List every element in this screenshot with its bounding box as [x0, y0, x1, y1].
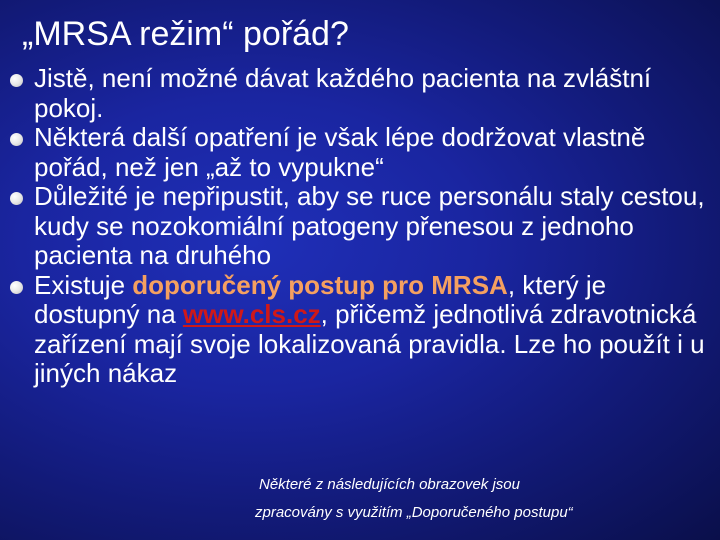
- bullet-dot-icon: [10, 192, 23, 205]
- bullet-list: [8, 64, 708, 389]
- footnote-line: zpracovány s využitím „Doporučeného postupu“: [255, 504, 573, 521]
- bullet-text: Důležité je nepřipustit, aby se ruce personálu staly cestou, kudy se nozokomiální patogeny přenesou z jednoho pacienta na druhého: [34, 181, 705, 270]
- bullet-item: [8, 271, 708, 389]
- bullet-item: [8, 123, 708, 182]
- slide-title: „MRSA režim“ pořád?: [22, 15, 349, 53]
- bullet-text-part: , přičemž jednotlivá zdravotnická zařízení mají svoje lokalizovaná pravidla. Lze ho použít i u jiných nákaz: [34, 299, 705, 388]
- highlighted-text: doporučený postup pro MRSA: [132, 269, 508, 300]
- bullet-text: Jistě, není možné dávat každého pacienta na zvláštní pokoj.: [34, 63, 652, 123]
- bullet-item: [8, 182, 708, 271]
- cls-link[interactable]: www.cls.cz: [182, 299, 321, 329]
- bullet-text: Některá další opatření je však lépe dodržovat vlastně pořád, než jen „až to vypukne“: [34, 122, 646, 182]
- footnote-line: Některé z následujících obrazovek jsou: [259, 476, 520, 493]
- bullet-dot-icon: [10, 74, 23, 87]
- footnote: [255, 472, 705, 525]
- bullet-text-part: Existuje: [34, 269, 133, 300]
- bullet-dot-icon: [10, 133, 23, 146]
- bullet-item: [8, 64, 708, 123]
- bullet-text-part: , který je dostupný na: [34, 269, 607, 329]
- bullet-dot-icon: [10, 281, 23, 294]
